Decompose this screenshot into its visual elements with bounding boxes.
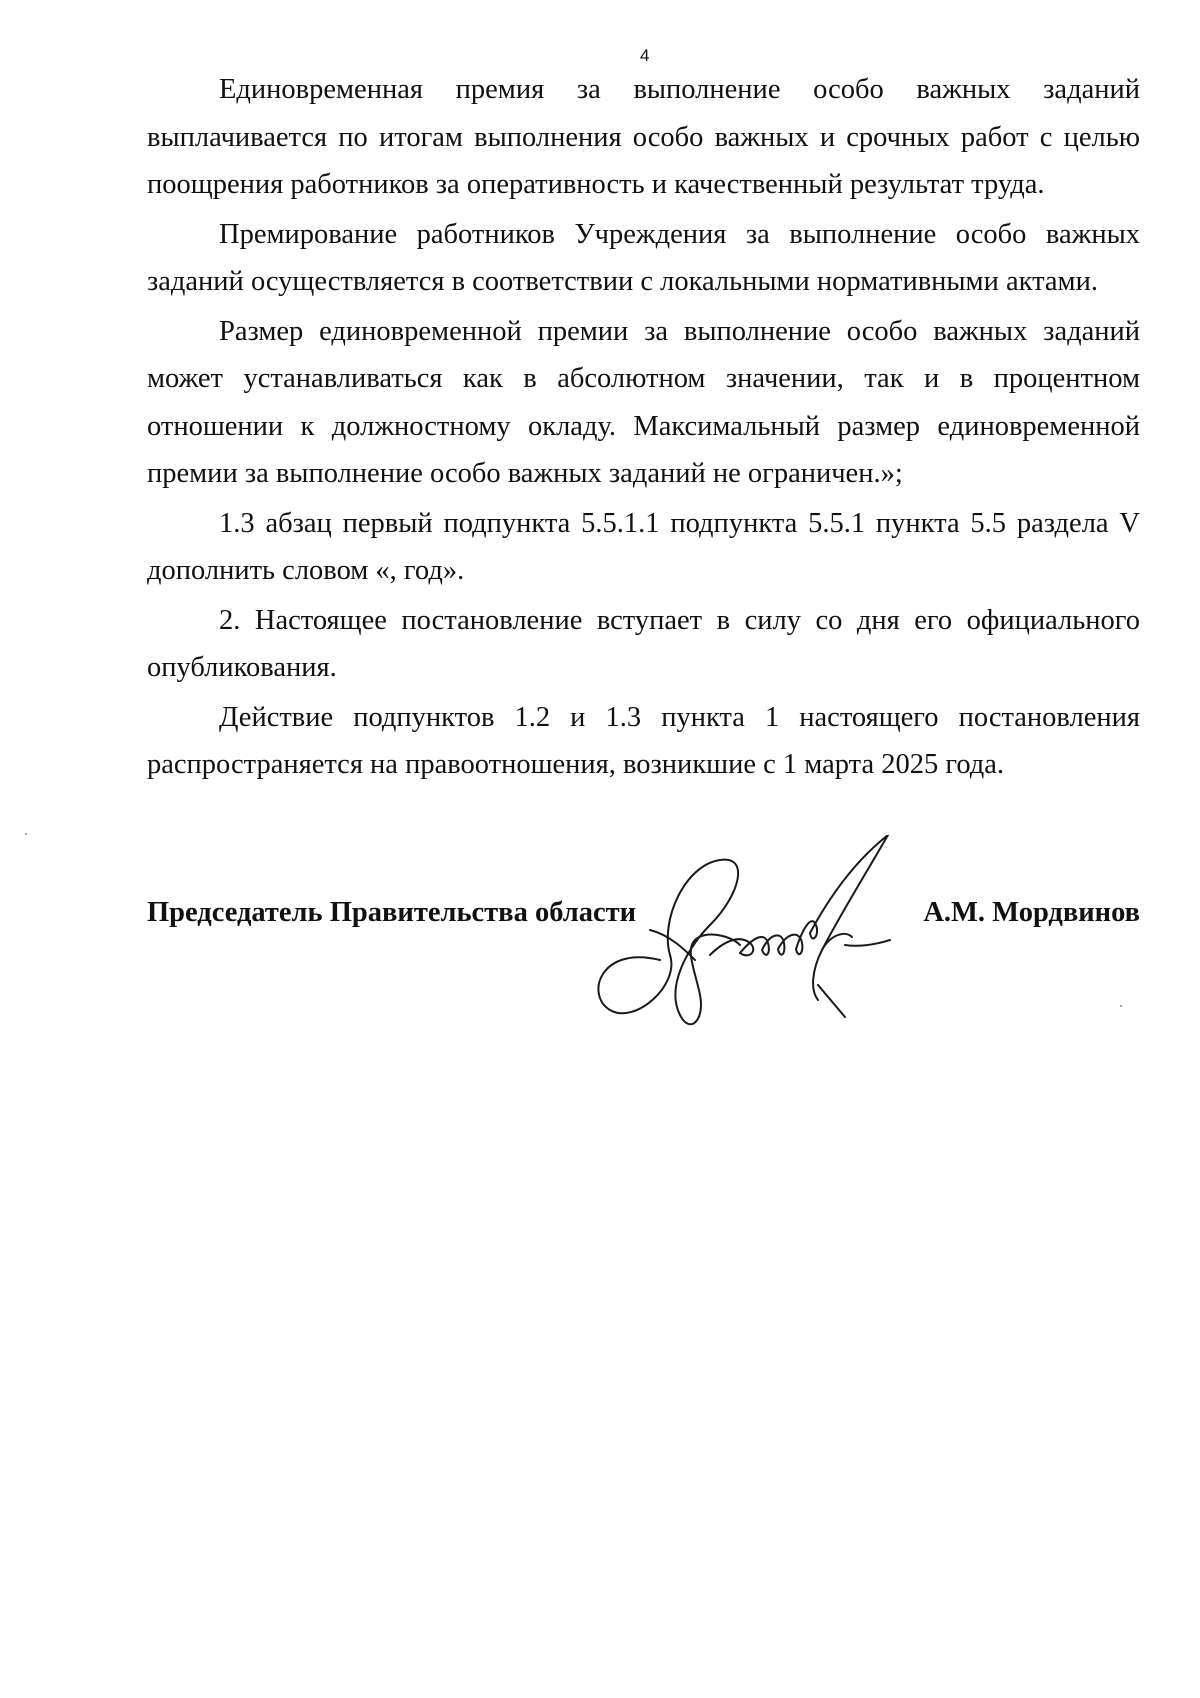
signatory-position: Председатель Правительства области: [147, 897, 637, 928]
document-body: [147, 66, 1140, 789]
scan-speck: [1120, 1005, 1122, 1007]
handwritten-signature: [590, 835, 950, 1035]
paragraph-bonus-payment: Единовременная премия за выполнение особо важных заданий выплачивается по итогам выполнения особо важных и срочных работ с целью поощрения работников за оперативность и качественный результат труда.: [147, 74, 1140, 200]
signatory-name: А.М. Мордвинов: [923, 897, 1140, 928]
paragraph-bonus-regulation: Премирование работников Учреждения за выполнение особо важных заданий осуществляется в соответствии с локальными нормативными актами.: [147, 218, 1140, 297]
scan-speck: [25, 833, 27, 835]
paragraph-amendment-1-3: 1.3 абзац первый подпункта 5.5.1.1 подпункта 5.5.1 пункта 5.5 раздела V дополнить словом «, год».: [147, 507, 1140, 586]
paragraph-entry-into-force: 2. Настоящее постановление вступает в силу со дня его официального опубликования.: [147, 604, 1140, 683]
paragraph-retroactive-effect: Действие подпунктов 1.2 и 1.3 пункта 1 настоящего постановления распространяется на правоотношения, возникшие с 1 марта 2025 года.: [147, 701, 1140, 780]
page-number: 4: [640, 46, 650, 65]
paragraph-bonus-size: Размер единовременной премии за выполнение особо важных заданий может устанавливаться как в абсолютном значении, так и в процентном отношении к должностному окладу. Максимальный размер единовременной премии за выполнение особо важных заданий не ограничен.»;: [147, 315, 1140, 489]
